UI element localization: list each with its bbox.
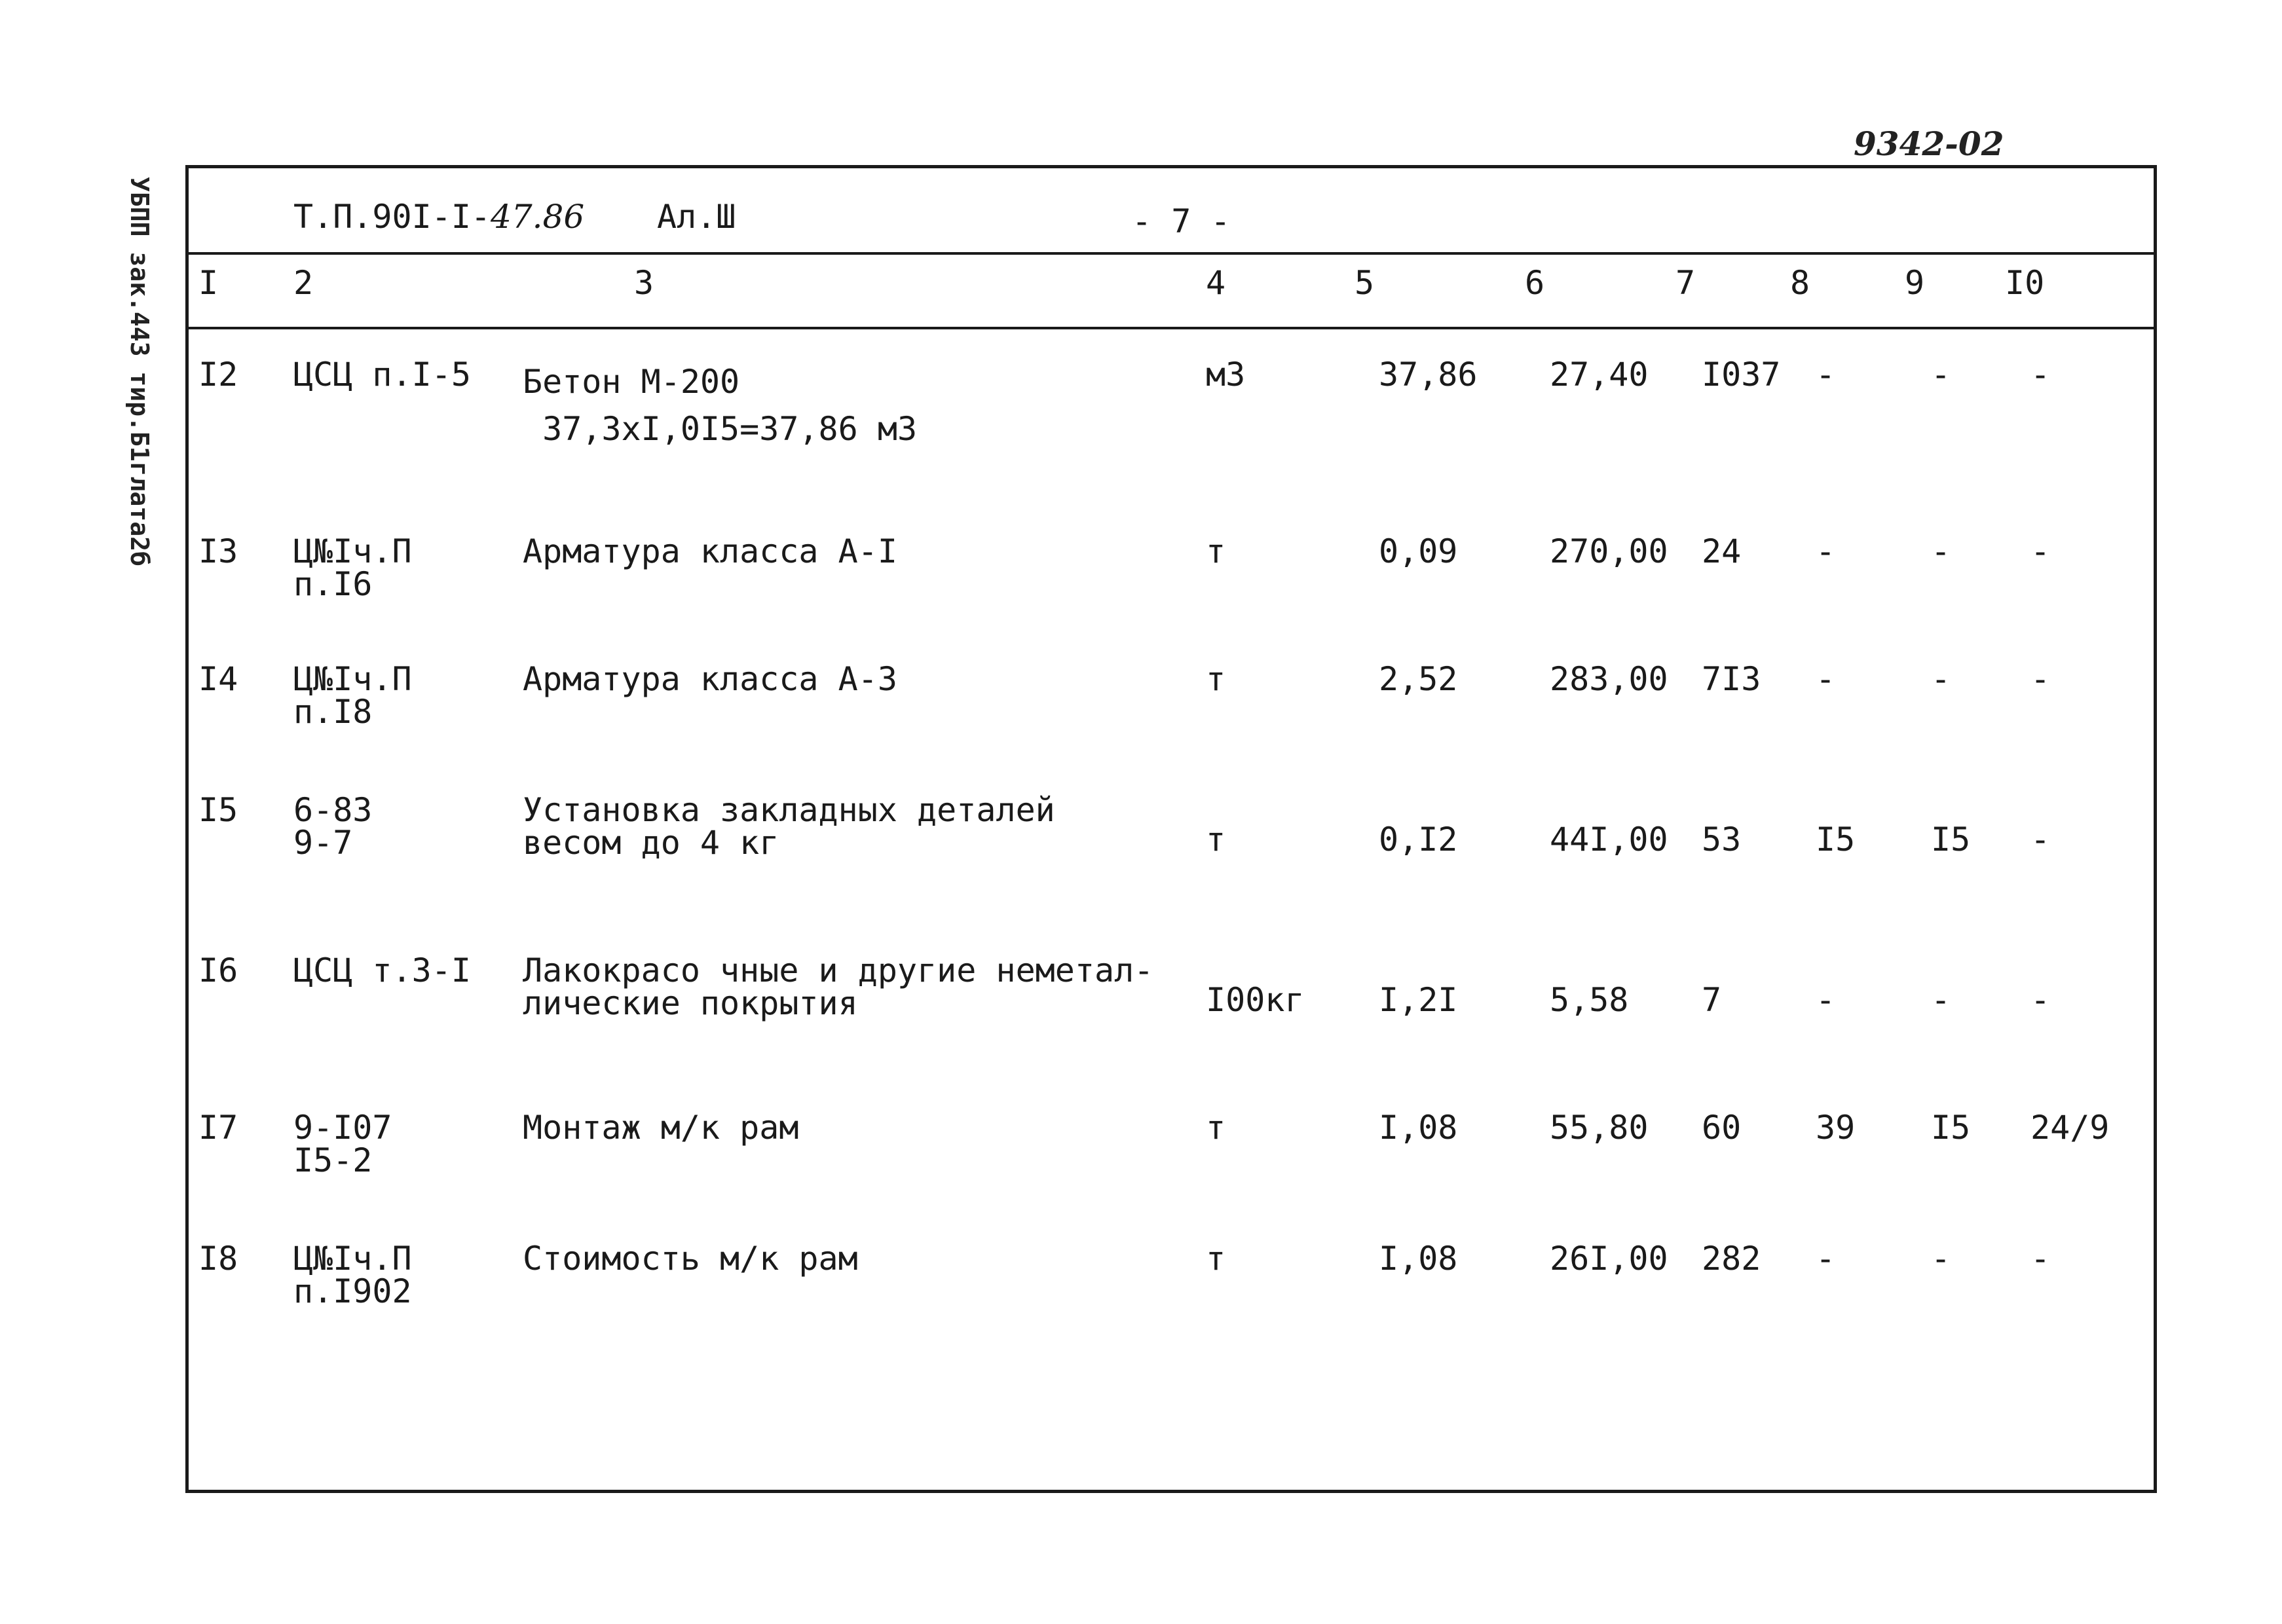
unit: I00кг [1206,981,1305,1019]
quantity: I,08 [1379,1109,1458,1147]
column-9-value: - [1931,356,1951,394]
work-description: Арматура класса А-I [523,532,897,570]
rate-code: Ц№Iч.П п.I8 [293,660,412,731]
unit-price: 26I,00 [1550,1240,1668,1278]
rate-code: 9-I07 I5-2 [293,1109,392,1179]
column-8-value: - [1816,532,1836,570]
column-8-value: 39 [1816,1109,1856,1147]
unit: м3 [1206,356,1246,394]
document-code: 9342-02 [1854,124,2004,163]
quantity: 0,I2 [1379,821,1458,858]
column-number-3: 3 [634,264,654,302]
column-10-value: - [2030,660,2051,698]
column-number-6: 6 [1525,264,1545,302]
column-10-value: - [2030,532,2051,570]
total-cost: 24 [1702,532,1742,570]
unit: т [1206,1109,1226,1147]
unit: т [1206,821,1226,858]
column-header-divider [189,327,2154,329]
unit: т [1206,660,1226,698]
unit: т [1206,532,1226,570]
column-10-value: 24/9 [2030,1109,2110,1147]
column-number-9: 9 [1905,264,1925,302]
column-8-value: - [1816,356,1836,394]
row-number: I7 [198,1109,238,1147]
column-9-value: - [1931,532,1951,570]
work-description: Лакокрасо чные и другие неметал- лические покрытия [523,951,1154,1022]
rate-code: Ц№Iч.П п.I6 [293,532,412,603]
total-cost: 282 [1702,1240,1761,1278]
total-cost: 60 [1702,1109,1742,1147]
column-10-value: - [2030,821,2051,858]
work-description: Стоимость м/к рам [523,1240,858,1278]
work-description: Арматура класса А-3 [523,660,897,698]
quantity: I,2I [1379,981,1458,1019]
quantity: 37,86 [1379,356,1478,394]
row-number: I5 [198,791,238,829]
rate-code: 6-83 9-7 [293,791,373,862]
column-number-5: 5 [1355,264,1375,302]
row-number: I6 [198,951,238,989]
project-code-handwritten: 47.86 [491,198,585,236]
unit-price: 55,80 [1550,1109,1649,1147]
estimate-table-frame [185,165,2157,1493]
column-8-value: - [1816,1240,1836,1278]
project-code [293,198,584,236]
column-number-1: I [198,264,219,302]
column-number-8: 8 [1790,264,1810,302]
total-cost: 53 [1702,821,1742,858]
rate-code: ЦСЦ т.3-I [293,951,471,989]
column-8-value: - [1816,660,1836,698]
column-number-2: 2 [293,264,314,302]
column-8-value: - [1816,981,1836,1019]
unit-price: 27,40 [1550,356,1649,394]
work-description: Бетон М-200 37,3хI,0I5=37,86 м3 [523,363,918,448]
total-cost: I037 [1702,356,1781,394]
rate-code: ЦСЦ п.I-5 [293,356,471,394]
column-10-value: - [2030,356,2051,394]
row-number: I4 [198,660,238,698]
quantity: 2,52 [1379,660,1458,698]
rate-code: Ц№Iч.П п.I902 [293,1240,412,1310]
column-10-value: - [2030,981,2051,1019]
work-description: Установка закладных деталей весом до 4 кг [523,791,1055,862]
unit-price: 270,00 [1550,532,1668,570]
column-9-value: - [1931,660,1951,698]
column-number-7: 7 [1675,264,1696,302]
row-number: I3 [198,532,238,570]
column-9-value: I5 [1931,821,1971,858]
column-9-value: I5 [1931,1109,1971,1147]
quantity: I,08 [1379,1240,1458,1278]
row-number: I2 [198,356,238,394]
album-label: Ал.Ш [657,198,736,236]
page-number: - 7 - [1132,202,1231,240]
column-number-10: I0 [2005,264,2045,302]
unit-price: 5,58 [1550,981,1629,1019]
row-number: I8 [198,1240,238,1278]
column-number-4: 4 [1206,264,1226,302]
work-description: Монтаж м/к рам [523,1109,799,1147]
header-divider [189,252,2154,255]
column-9-value: - [1931,1240,1951,1278]
unit-price: 283,00 [1550,660,1668,698]
print-stamp: УБПП зак.443 тир.Б1глата2б [125,177,154,566]
total-cost: 7I3 [1702,660,1761,698]
total-cost: 7 [1702,981,1722,1019]
column-10-value: - [2030,1240,2051,1278]
project-code-prefix: Т.П.90I-I- [293,198,491,236]
quantity: 0,09 [1379,532,1458,570]
column-8-value: I5 [1816,821,1856,858]
unit: т [1206,1240,1226,1278]
column-9-value: - [1931,981,1951,1019]
unit-price: 44I,00 [1550,821,1668,858]
